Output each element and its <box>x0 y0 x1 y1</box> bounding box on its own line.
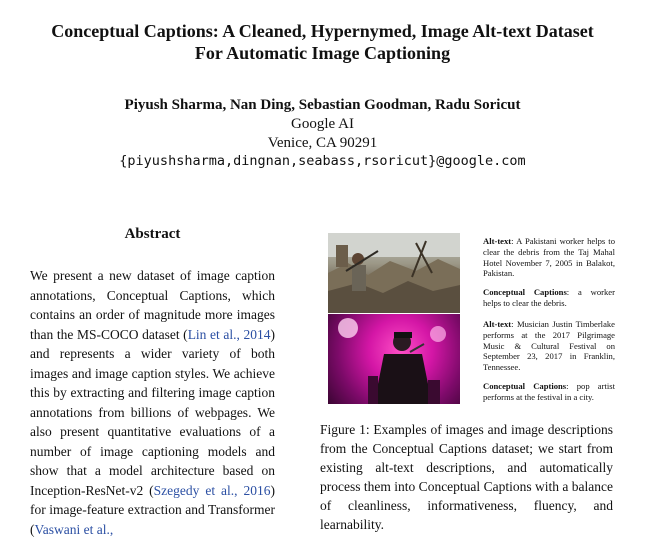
title-line-2: For Automatic Image Captioning <box>194 43 451 63</box>
example2-cc-label: Conceptual Captions <box>483 381 567 391</box>
example2-cc-content: : pop artist performs at the festival in a city. <box>483 381 615 402</box>
example2-alt-content: : Musician Justin Timberlake performs at the 2017 Pilgrimage Music & Cultural Festival on September 23, 2017 in Franklin, Tennessee. <box>483 319 615 373</box>
worker-debris-illustration <box>328 233 460 313</box>
title-line-1: Conceptual Captions: A Cleaned, Hypernymed, Image Alt-text Dataset <box>51 21 594 41</box>
author-emails: {piyushsharma,dingnan,seabass,rsoricut}@google.com <box>119 153 526 169</box>
figure-1-caption: Figure 1: Examples of images and image descriptions from the Conceptual Captions dataset; we start from existing alt-text descriptions, and automatically process them into Conceptual Captions with a balance of cleanliness, informativeness, fluency, and learnability. <box>320 422 613 532</box>
example2-alt-label: Alt-text <box>483 319 512 329</box>
affiliation-org: Google AI <box>291 116 354 132</box>
citation-vaswani[interactable]: Vaswani et al., <box>34 521 114 537</box>
figure-image-performer <box>328 314 460 404</box>
example1-alt-text <box>483 236 615 279</box>
example1-alt-label: Alt-text <box>483 236 512 246</box>
affiliation <box>0 115 645 153</box>
abstract-text-b: ) and represents a wider variety of both images and image caption styles. We achieve this by extracting and filtering image caption annotations from billions of webpages. We also present quantitative evaluations of a number of image captioning models and show that a model architecture based on Inception-ResNet-v2 ( <box>30 326 276 498</box>
paper-title <box>0 20 645 64</box>
example2-conceptual-caption <box>483 381 615 403</box>
example2-alt-text <box>483 319 615 373</box>
example1-cc-content: : a worker helps to clear the debris. <box>483 287 615 308</box>
figure-image-worker <box>328 233 460 313</box>
abstract-text-a: We present a new dataset of image caption annotations, Conceptual Captions, which contains an order of magnitude more images than the MS-COCO dataset ( <box>30 268 275 342</box>
author-list: Piyush Sharma, Nan Ding, Sebastian Goodman, Radu Soricut <box>124 97 521 113</box>
citation-lin-2014[interactable]: Lin et al., 2014 <box>187 326 271 342</box>
abstract-text-c: ) for image-feature extraction and Transformer ( <box>30 482 275 537</box>
citation-szegedy-2016[interactable]: Szegedy et al., 2016 <box>153 482 271 498</box>
abstract-body <box>30 266 275 539</box>
performer-stage-illustration <box>328 314 460 404</box>
example1-alt-content: : A Pakistani worker helps to clear the debris from the Taj Mahal Hotel November 7, 2005 in Balakot, Pakistan. <box>483 236 615 279</box>
abstract-heading: Abstract <box>124 226 181 242</box>
example1-cc-label: Conceptual Captions <box>483 287 567 297</box>
affiliation-location: Venice, CA 90291 <box>267 135 378 151</box>
example1-conceptual-caption <box>483 287 615 309</box>
